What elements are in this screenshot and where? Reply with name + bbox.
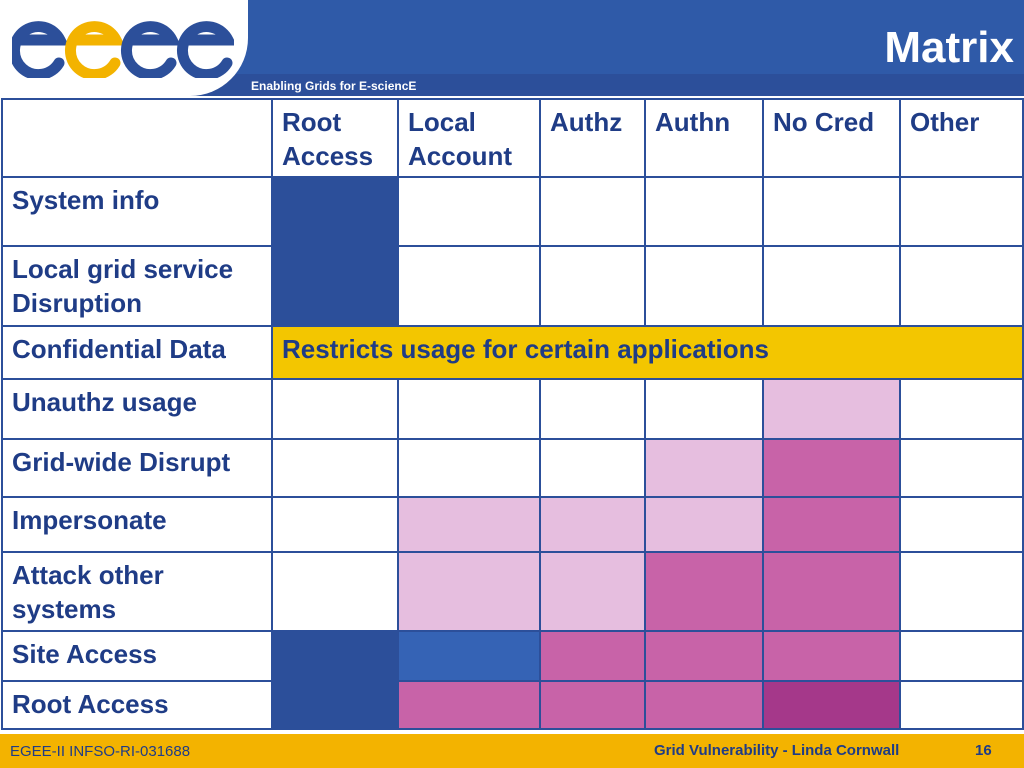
- matrix-cell: [900, 379, 1023, 439]
- project-code: EGEE-II INFSO-RI-031688: [10, 743, 191, 760]
- matrix-cell: [540, 439, 645, 497]
- row-label: Site Access: [2, 631, 272, 681]
- matrix-cell: [763, 631, 900, 681]
- row-label: System info: [2, 177, 272, 246]
- matrix-cell: [645, 379, 763, 439]
- matrix-cell: [398, 246, 540, 326]
- presentation-title: Grid Vulnerability - Linda Cornwall: [654, 742, 900, 759]
- table-row: [2, 177, 1023, 246]
- matrix-cell: [645, 681, 763, 729]
- matrix-cell: [398, 379, 540, 439]
- row-label: Unauthz usage: [2, 379, 272, 439]
- matrix-cell: [540, 497, 645, 552]
- header-cell-empty: [2, 99, 272, 177]
- matrix-cell: [645, 177, 763, 246]
- matrix-cell: [272, 681, 398, 729]
- matrix-cell: [900, 439, 1023, 497]
- matrix-cell: [272, 177, 398, 246]
- matrix-cell: [763, 681, 900, 729]
- matrix-cell: [900, 497, 1023, 552]
- matrix-cell: [763, 177, 900, 246]
- matrix-cell: [398, 439, 540, 497]
- matrix-cell: [900, 246, 1023, 326]
- table-row: [2, 552, 1023, 631]
- table-row: [2, 379, 1023, 439]
- matrix-cell: [645, 246, 763, 326]
- restriction-banner: Restricts usage for certain applications: [272, 326, 1023, 379]
- matrix-cell: [272, 439, 398, 497]
- matrix-cell: [540, 246, 645, 326]
- matrix-cell: [540, 379, 645, 439]
- matrix-cell: [398, 497, 540, 552]
- matrix-cell: [763, 497, 900, 552]
- table-row: [2, 681, 1023, 729]
- matrix-cell: [645, 552, 763, 631]
- column-header-root-access: Root Access: [272, 99, 398, 177]
- table-row: [2, 631, 1023, 681]
- matrix-cell: [398, 552, 540, 631]
- matrix-cell: [272, 246, 398, 326]
- table-header-row: [2, 99, 1023, 177]
- tagline: Enabling Grids for E-sciencE: [251, 79, 417, 93]
- table-row: [2, 439, 1023, 497]
- matrix-cell: [900, 681, 1023, 729]
- matrix-cell: [763, 379, 900, 439]
- matrix-cell: [900, 552, 1023, 631]
- row-label: Grid-wide Disrupt: [2, 439, 272, 497]
- table-row: [2, 326, 1023, 379]
- matrix-cell: [900, 177, 1023, 246]
- slide-footer: [0, 734, 1024, 768]
- matrix-cell: [763, 439, 900, 497]
- row-label: Impersonate: [2, 497, 272, 552]
- vulnerability-matrix: [1, 98, 1024, 730]
- matrix-cell: [645, 439, 763, 497]
- matrix-cell: [272, 497, 398, 552]
- matrix-cell: [540, 552, 645, 631]
- slide-title: Matrix: [884, 23, 1014, 72]
- table-row: [2, 497, 1023, 552]
- matrix-cell: [645, 631, 763, 681]
- matrix-cell: [398, 681, 540, 729]
- matrix-cell: [540, 681, 645, 729]
- column-header-authn: Authn: [645, 99, 763, 177]
- matrix-cell: [398, 177, 540, 246]
- row-label: Confidential Data: [2, 326, 272, 379]
- matrix-cell: [540, 631, 645, 681]
- column-header-authz: Authz: [540, 99, 645, 177]
- matrix-cell: [645, 497, 763, 552]
- matrix-cell: [272, 379, 398, 439]
- logo-plate: [0, 0, 248, 96]
- matrix-cell: [398, 631, 540, 681]
- matrix-cell: [540, 177, 645, 246]
- matrix-cell: [272, 552, 398, 631]
- matrix-cell: [272, 631, 398, 681]
- slide-header: [0, 0, 1024, 96]
- column-header-other: Other: [900, 99, 1023, 177]
- table-row: [2, 246, 1023, 326]
- matrix-cell: [763, 552, 900, 631]
- matrix-cell: [763, 246, 900, 326]
- column-header-no-cred: No Cred: [763, 99, 900, 177]
- egee-logo: [12, 18, 234, 78]
- row-label: Local grid service Disruption: [2, 246, 272, 326]
- row-label: Root Access: [2, 681, 272, 729]
- matrix-cell: [900, 631, 1023, 681]
- column-header-local-account: Local Account: [398, 99, 540, 177]
- page-number: 16: [975, 742, 992, 759]
- row-label: Attack other systems: [2, 552, 272, 631]
